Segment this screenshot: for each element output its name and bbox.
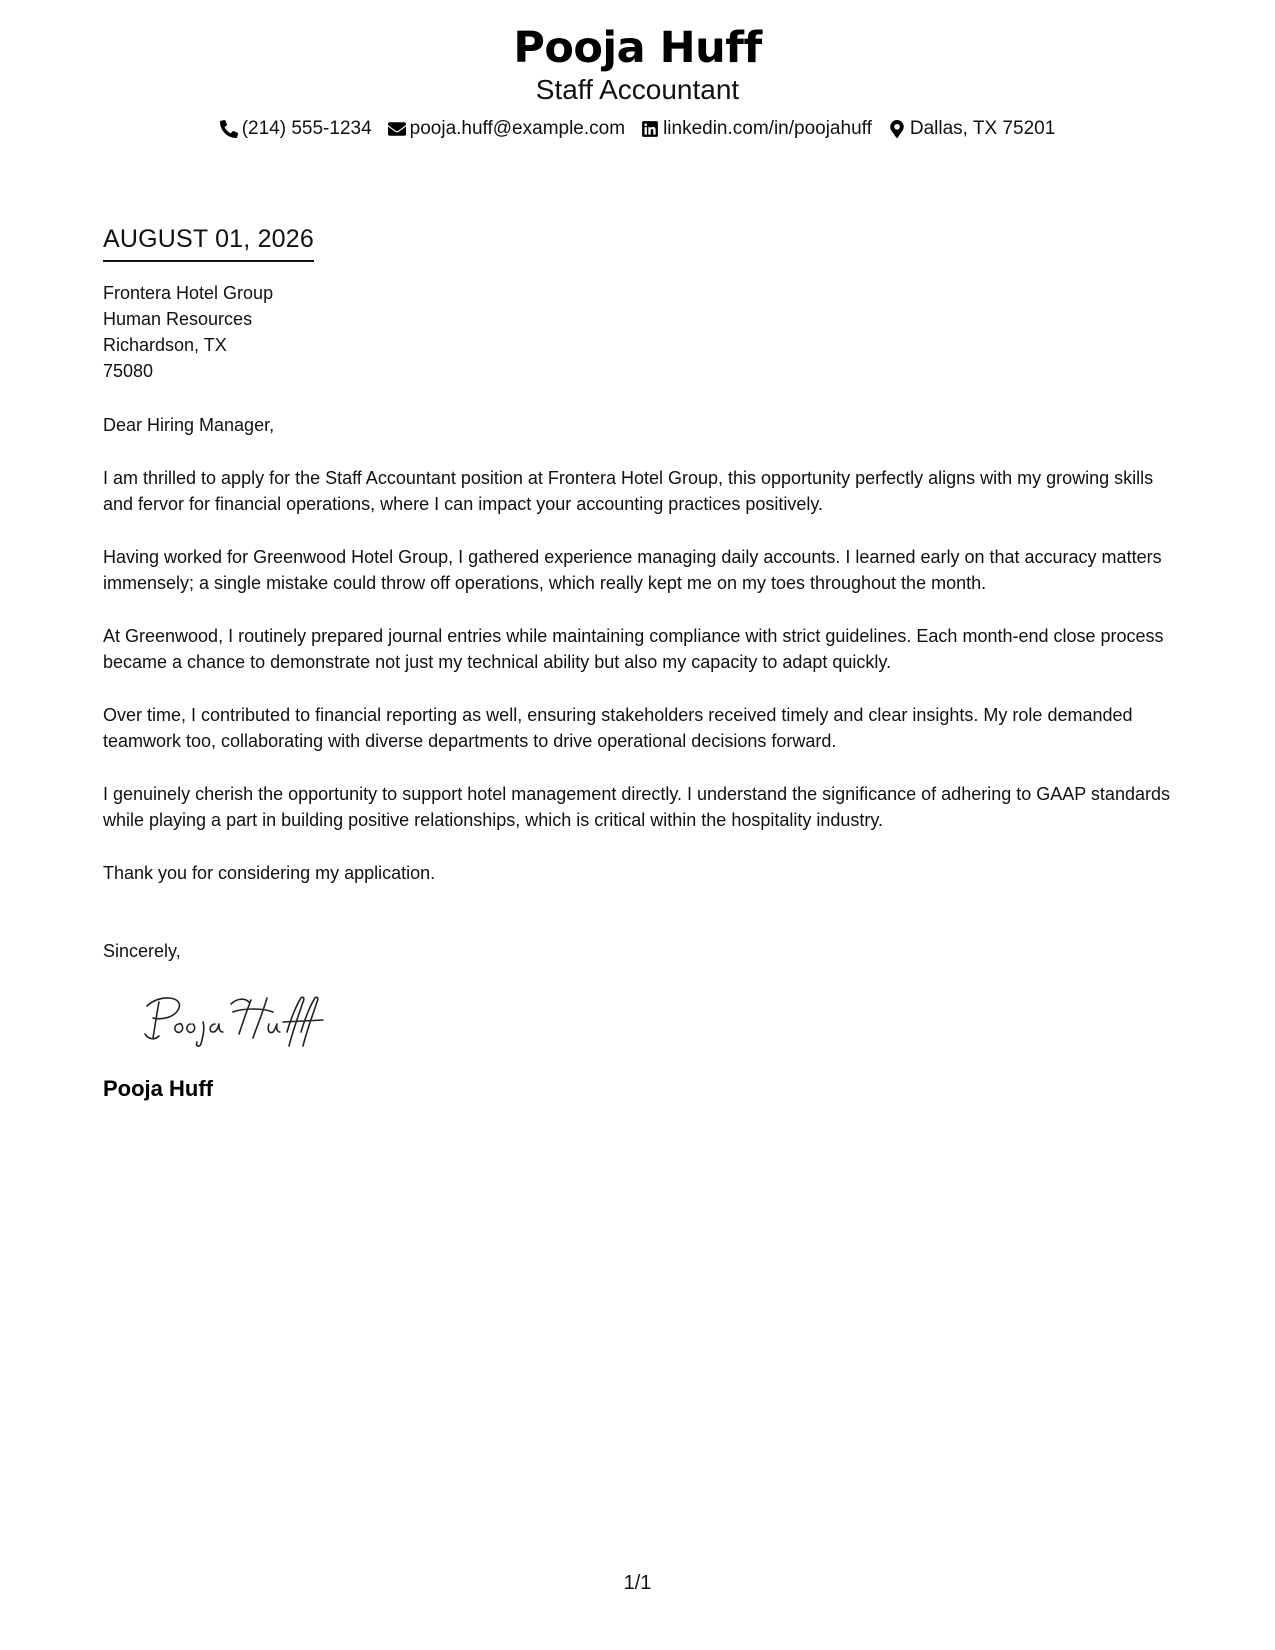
letter-date: AUGUST 01, 2026	[103, 222, 314, 262]
handwritten-signature	[139, 990, 339, 1050]
closing: Sincerely,	[103, 941, 181, 961]
contact-location	[888, 116, 1055, 142]
letter-body	[103, 222, 1178, 1103]
paragraph-journal-entries: At Greenwood, I routinely prepared journal entries while maintaining compliance with strict guidelines. Each month-end close process became a chance to demonstrate not just my technical ability but also my capacity to adapt quickly.	[103, 626, 1164, 672]
contact-bar	[0, 116, 1275, 142]
linkedin-url: linkedin.com/in/poojahuff	[663, 118, 872, 139]
paragraph-thanks: Thank you for considering my application.	[103, 863, 436, 883]
applicant-title: Staff Accountant	[535, 74, 740, 105]
letter-header	[0, 22, 1275, 142]
linkedin-icon	[641, 120, 659, 138]
email-address: pooja.huff@example.com	[409, 118, 626, 139]
map-pin-icon	[888, 120, 906, 138]
recipient-company: Frontera Hotel Group	[103, 283, 274, 303]
page-number: 1/1	[623, 1572, 652, 1594]
paragraph-intro: I am thrilled to apply for the Staff Accountant position at Frontera Hotel Group, this opportunity perfectly aligns with my growing skills and fervor for financial operations, where I can impact your accounting practices positively.	[103, 468, 1154, 514]
salutation: Dear Hiring Manager,	[103, 415, 275, 435]
location-text: Dallas, TX 75201	[909, 118, 1056, 139]
envelope-icon	[388, 120, 406, 138]
recipient-address	[103, 280, 1178, 384]
paragraph-motivation: I genuinely cherish the opportunity to support hotel management directly. I understand the significance of adhering to GAAP standards while playing a part in building positive relationships, which is critical within the hospitality industry.	[103, 784, 1170, 830]
contact-phone	[220, 116, 372, 142]
contact-linkedin	[641, 116, 872, 142]
signer-name: Pooja Huff	[103, 1076, 213, 1101]
phone-number: (214) 555-1234	[241, 118, 372, 139]
paragraph-reporting: Over time, I contributed to financial reporting as well, ensuring stakeholders received timely and clear insights. My role demanded teamwork too, collaborating with diverse departments to drive operational decisions forward.	[103, 705, 1133, 751]
phone-icon	[220, 120, 238, 138]
paragraph-experience: Having worked for Greenwood Hotel Group, I gathered experience managing daily accounts. I learned early on that accuracy matters immensely; a single mistake could throw off operations, which really kept me on my toes throughout the month.	[103, 547, 1162, 593]
recipient-zip: 75080	[103, 361, 154, 381]
contact-email	[388, 116, 625, 142]
recipient-department: Human Resources	[103, 309, 253, 329]
recipient-city-state: Richardson, TX	[103, 335, 227, 355]
applicant-name: Pooja Huff	[513, 23, 762, 73]
